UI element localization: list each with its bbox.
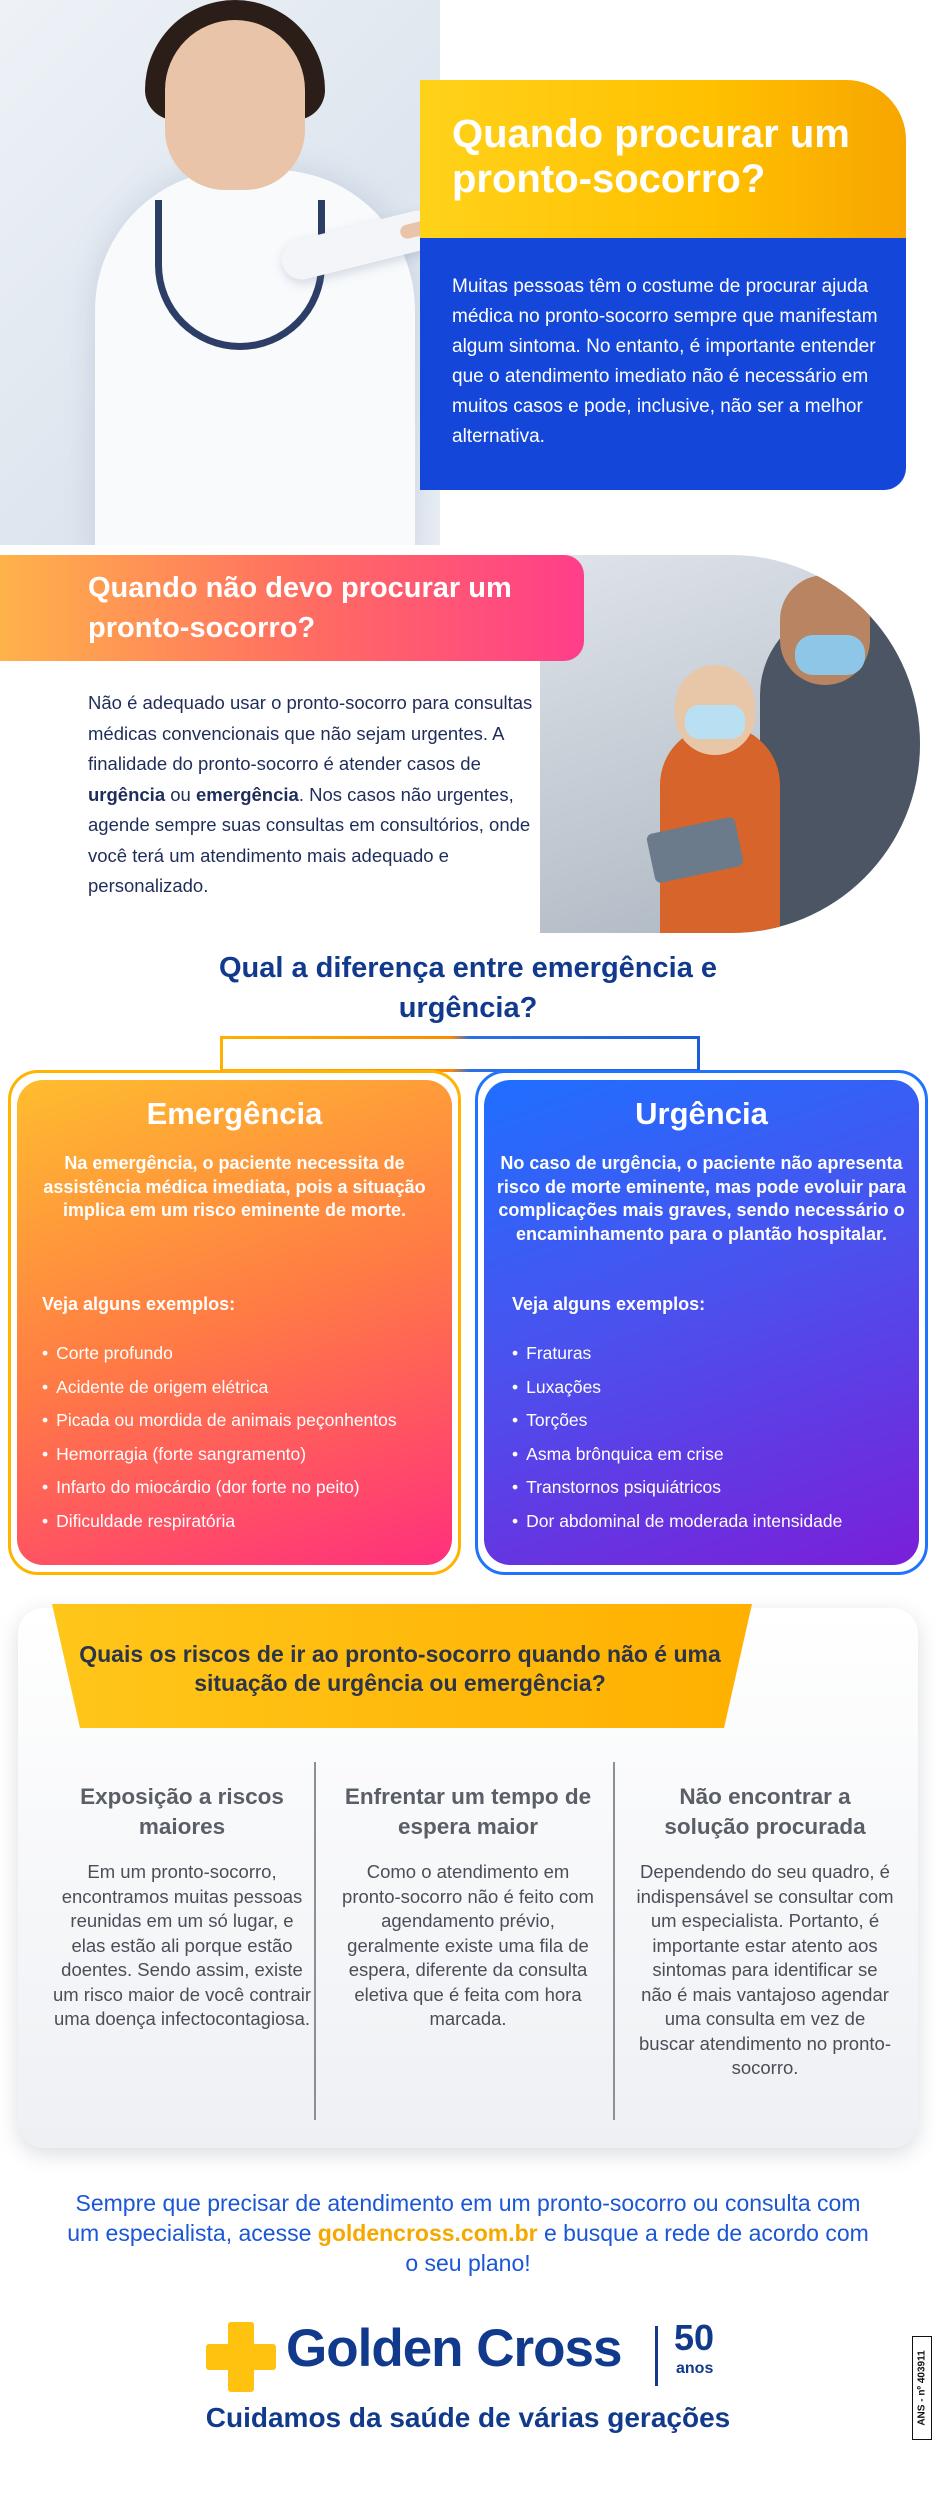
risk-heading-exposure: Exposição a riscos maiores bbox=[80, 1784, 284, 1839]
section2-body: Não é adequado usar o pronto-socorro para consultas médicas convencionais que não sejam urgentes. A finalidade do pronto-socorro é atender casos de urgência ou emergência. Nos casos não urgentes, agende sempre suas consultas em consultórios, onde você terá um atendimento mais adequado e personalizado. bbox=[88, 692, 533, 896]
urgencia-description: No caso de urgência, o paciente não apresenta risco de morte eminente, mas pode evoluir para complicações mais graves, sendo necessário o encaminhamento para o plantão hospitalar. bbox=[496, 1153, 907, 1244]
anniversary-number: 50 bbox=[674, 2317, 715, 2358]
golden-cross-logo-icon bbox=[206, 2322, 276, 2392]
emergencia-title: Emergência bbox=[146, 1096, 323, 1131]
list-item: • Fraturas bbox=[512, 1337, 842, 1371]
column-divider bbox=[314, 1762, 316, 2120]
list-item: • Hemorragia (forte sangramento) bbox=[42, 1438, 397, 1472]
risk-text-solution: Dependendo do seu quadro, é indispensável se consultar com um especialista. Portanto, é importante estar atento aos sintomas para identificar se não é mais vantajoso agendar uma consulta em vez de buscar atendimento no pronto-socorro. bbox=[636, 1861, 894, 2078]
risk-text-waiting: Como o atendimento em pronto-socorro não é feito com agendamento prévio, geralmente existe uma fila de espera, diferente da consulta eletiva que é feita com hora marcada. bbox=[342, 1861, 594, 2029]
list-item: • Asma brônquica em crise bbox=[512, 1438, 842, 1472]
risk-heading-waiting: Enfrentar um tempo de espera maior bbox=[344, 1784, 592, 1839]
anniversary-label: anos bbox=[676, 2360, 714, 2377]
column-divider bbox=[613, 1762, 615, 2120]
brand-name: Golden Cross bbox=[286, 2319, 622, 2378]
section3-title: Qual a diferença entre emergência e urgência? bbox=[218, 952, 718, 1024]
urgencia-examples-list bbox=[512, 1337, 842, 1538]
comparison-bracket bbox=[220, 1036, 700, 1072]
list-item: • Luxações bbox=[512, 1371, 842, 1405]
section1-title: Quando procurar um pronto-socorro? bbox=[452, 112, 850, 201]
risk-heading-solution: Não encontrar a solução procurada bbox=[664, 1784, 866, 1839]
emergencia-examples-label: Veja alguns exemplos: bbox=[42, 1294, 236, 1314]
urgencia-examples-label: Veja alguns exemplos: bbox=[512, 1294, 706, 1314]
risks-title: Quais os riscos de ir ao pronto-socorro quando não é uma situação de urgência ou emergência? bbox=[79, 1641, 721, 1696]
waiting-room-photo bbox=[540, 555, 920, 933]
emergencia-examples-list bbox=[42, 1337, 397, 1538]
website-link[interactable]: goldencross.com.br bbox=[317, 2220, 538, 2246]
section2-title: Quando não devo procurar um pronto-socorro? bbox=[88, 572, 512, 644]
list-item: • Dor abdominal de moderada intensidade bbox=[512, 1505, 842, 1539]
list-item: • Picada ou mordida de animais peçonhentos bbox=[42, 1404, 397, 1438]
list-item: • Acidente de origem elétrica bbox=[42, 1371, 397, 1405]
ans-code: ANS - nº 403911 bbox=[916, 2350, 928, 2426]
emergencia-highlight: emergência bbox=[195, 783, 299, 805]
section1-body: Muitas pessoas têm o costume de procurar ajuda médica no pronto-socorro sempre que manifestam algum sintoma. No entanto, é importante entender que o atendimento imediato não é necessário em muitos casos e pode, inclusive, não ser a melhor alternativa. bbox=[452, 276, 878, 447]
list-item: • Torções bbox=[512, 1404, 842, 1438]
list-item: • Infarto do miocárdio (dor forte no peito) bbox=[42, 1471, 397, 1505]
list-item: • Transtornos psiquiátricos bbox=[512, 1471, 842, 1505]
urgencia-highlight: urgência bbox=[88, 783, 166, 805]
brand-tagline: Cuidamos da saúde de várias gerações bbox=[205, 2402, 731, 2433]
doctor-photo bbox=[0, 0, 440, 545]
urgencia-title: Urgência bbox=[635, 1096, 768, 1131]
list-item: • Corte profundo bbox=[42, 1337, 397, 1371]
risk-text-exposure: Em um pronto-socorro, encontramos muitas pessoas reunidas em um só lugar, e elas estão ali porque estão doentes. Sendo assim, existe um risco maior de você contrair uma doença infectocontagiosa. bbox=[52, 1861, 312, 2029]
ans-registration-badge bbox=[912, 2336, 932, 2440]
call-to-action: Sempre que precisar de atendimento em um pronto-socorro ou consulta com um especialista, acesse goldencross.com.br e busque a rede de acordo com o seu plano! bbox=[67, 2190, 869, 2276]
emergencia-description: Na emergência, o paciente necessita de assistência médica imediata, pois a situação implica em um risco eminente de morte. bbox=[43, 1153, 426, 1220]
brand-divider bbox=[655, 2326, 658, 2386]
list-item: • Dificuldade respiratória bbox=[42, 1505, 397, 1539]
